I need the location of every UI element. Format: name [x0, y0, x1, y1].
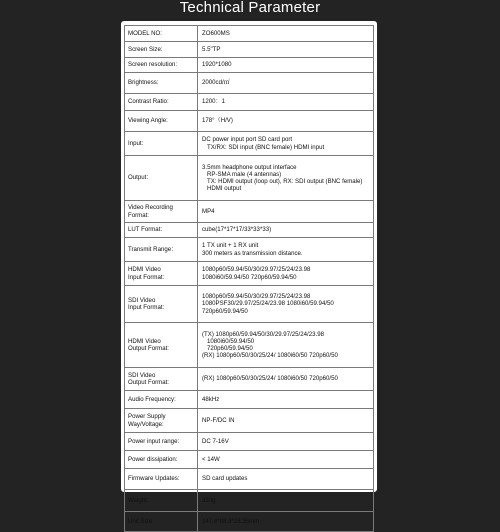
spec-value-text: 48kHz	[202, 395, 220, 403]
spec-row	[125, 451, 374, 469]
spec-label-text: Input:	[128, 139, 144, 147]
spec-label	[125, 26, 198, 42]
spec-label	[125, 469, 198, 490]
spec-value-text: DC 7-16V	[202, 437, 229, 445]
spec-value-text: 1080i60/59.94/50 720p60/59.94/50	[202, 273, 297, 281]
spec-value	[198, 262, 374, 286]
spec-value-text: MP4	[202, 207, 215, 215]
spec-value-text: (RX) 1080p60/50/30/25/24/ 1080i60/50 720p60/50	[202, 352, 338, 360]
spec-label	[125, 451, 198, 469]
spec-label-text: Input Format:	[128, 304, 165, 311]
spec-label-text: Power input range:	[128, 437, 180, 445]
spec-row	[125, 132, 374, 156]
spec-value	[198, 490, 374, 512]
spec-label-text: HDMI Video	[128, 337, 161, 345]
spec-label	[125, 223, 198, 238]
spec-value	[198, 156, 374, 201]
spec-label	[125, 42, 198, 58]
spec-label	[125, 94, 198, 111]
spec-value-text: 330g	[202, 496, 216, 504]
spec-value-text: (RX) 1080p60/50/30/25/24/ 1080i60/50 720p60/50	[202, 375, 338, 383]
spec-value	[198, 469, 374, 490]
spec-value-text: 720p60/59.94/50	[207, 345, 253, 352]
spec-value	[198, 409, 374, 433]
spec-row	[125, 26, 374, 42]
spec-label-text: MODEL NO:	[128, 29, 162, 37]
spec-label	[125, 132, 198, 156]
spec-label	[125, 238, 198, 262]
spec-value	[198, 223, 374, 238]
spec-label-text: Screen Size:	[128, 45, 163, 53]
spec-row	[125, 73, 374, 94]
spec-row	[125, 223, 374, 238]
spec-row	[125, 433, 374, 451]
spec-row	[125, 156, 374, 201]
page-title: Technical Parameter	[179, 0, 321, 16]
spec-row	[125, 286, 374, 323]
spec-value	[198, 73, 374, 94]
spec-value-text: 1080p60/59.94/50/30/29.97/25/24/23.98	[202, 293, 311, 301]
spec-label-text: Output：	[128, 174, 153, 182]
spec-label	[125, 156, 198, 201]
spec-label-text: Viewing Angle:	[128, 117, 168, 125]
spec-value-text: HDMI output	[207, 185, 242, 193]
spec-row	[125, 391, 374, 409]
spec-row	[125, 262, 374, 286]
spec-value	[198, 433, 374, 451]
spec-label-text: Video Recording	[128, 204, 173, 212]
spec-row	[125, 323, 374, 368]
spec-value	[198, 94, 374, 111]
spec-label-text: Screen resolution:	[128, 61, 178, 69]
spec-label-text: Unit Size:	[128, 517, 155, 525]
spec-label	[125, 490, 198, 512]
spec-row	[125, 490, 374, 512]
spec-label-text: Input Format:	[128, 273, 165, 281]
spec-value	[198, 111, 374, 132]
spec-label-text: Power dissipation:	[128, 455, 178, 463]
spec-label	[125, 409, 198, 433]
spec-label	[125, 512, 198, 532]
spec-value-text: 2000cd/㎡	[202, 79, 230, 87]
spec-row	[125, 58, 374, 73]
spec-row	[125, 238, 374, 262]
spec-label	[125, 391, 198, 409]
spec-row	[125, 42, 374, 58]
spec-value-text: 1080PSF30/29.97/25/24/23.98 1080i60/59.94/50	[202, 300, 334, 308]
spec-value	[198, 26, 374, 42]
spec-label-text: SDI Video	[128, 371, 156, 379]
spec-label	[125, 323, 198, 368]
spec-value-text: NP-F/DC IN	[202, 416, 235, 424]
spec-row	[125, 469, 374, 490]
spec-label-text: Output Format:	[128, 379, 169, 386]
spec-value	[198, 201, 374, 223]
spec-label-text: Audio Frequency:	[128, 395, 176, 403]
spec-label	[125, 262, 198, 286]
spec-label-text: Brightness:	[128, 79, 159, 87]
spec-value-text: ZO600MS	[202, 29, 230, 37]
spec-label-text: HDMI Video	[128, 266, 161, 274]
spec-value-text: 1 TX unit + 1 RX unit	[202, 242, 259, 250]
spec-value-text: 5.5"TP	[202, 45, 221, 53]
spec-row	[125, 201, 374, 223]
spec-value-text: DC power input port SD card port	[202, 136, 293, 144]
spec-label	[125, 111, 198, 132]
spec-value	[198, 132, 374, 156]
spec-value-text: 300 meters as transmission distance.	[202, 249, 303, 257]
spec-label	[125, 368, 198, 391]
spec-label	[125, 58, 198, 73]
spec-value-text: cube(17*17*17/33*33*33)	[202, 226, 272, 234]
spec-row	[125, 409, 374, 433]
spec-label-text: Transmit Range：	[128, 245, 178, 253]
spec-value-text: 1080p60/59.94/50/30/29.97/25/24/23.98	[202, 266, 311, 274]
spec-label	[125, 201, 198, 223]
spec-value	[198, 391, 374, 409]
spec-value	[198, 238, 374, 262]
spec-value	[198, 323, 374, 368]
spec-row	[125, 111, 374, 132]
spec-value-text: < 14W	[202, 455, 220, 463]
spec-value-text: RP-SMA male (4 antennas)	[207, 170, 282, 178]
spec-value-text: 1080i60/59.94/50	[207, 337, 255, 345]
spec-value-text: 1920*1080	[202, 61, 232, 69]
spec-label-text: LUT Format:	[128, 226, 163, 234]
spec-value-text: 3.5mm headphone output interface	[202, 163, 297, 171]
spec-value-text: 178°（H/V)	[202, 117, 233, 125]
spec-table	[124, 25, 374, 532]
spec-row	[125, 368, 374, 391]
spec-label	[125, 286, 198, 323]
spec-value	[198, 451, 374, 469]
spec-value	[198, 58, 374, 73]
spec-label-text: Power Supply	[128, 413, 166, 421]
spec-value	[198, 512, 374, 532]
spec-label-text: Weight:	[128, 496, 149, 504]
spec-label-text: Format:	[128, 211, 149, 219]
spec-label-text: Output Format:	[128, 345, 169, 352]
spec-value	[198, 42, 374, 58]
spec-value-text: TX: HDMI output (loop out), RX: SDI output (BNC female)	[207, 178, 363, 185]
spec-value-text: (TX) 1080p60/59.94/50/30/29.97/25/24/23.98	[202, 330, 324, 338]
spec-label-text: Firmware Updates:	[128, 475, 180, 483]
spec-label	[125, 73, 198, 94]
spec-row	[125, 94, 374, 111]
spec-value	[198, 368, 374, 391]
spec-label-text: SDI Video	[128, 296, 156, 304]
spec-value-text: 1200：1	[202, 98, 226, 106]
spec-value-text: 147.8*88.8*28.35mm	[202, 517, 260, 525]
spec-label	[125, 433, 198, 451]
spec-value-text: TX/RX: SDI input (BNC female) HDMI input	[207, 143, 325, 151]
spec-label-text: Contrast Ratio:	[128, 98, 169, 106]
spec-sheet	[121, 21, 377, 525]
spec-label-text: Way/Voltage:	[128, 420, 164, 428]
spec-value	[198, 286, 374, 323]
spec-value-text: SD card updates	[202, 475, 248, 483]
spec-value-text: 720p60/59.94/50	[202, 307, 248, 315]
spec-row	[125, 512, 374, 532]
